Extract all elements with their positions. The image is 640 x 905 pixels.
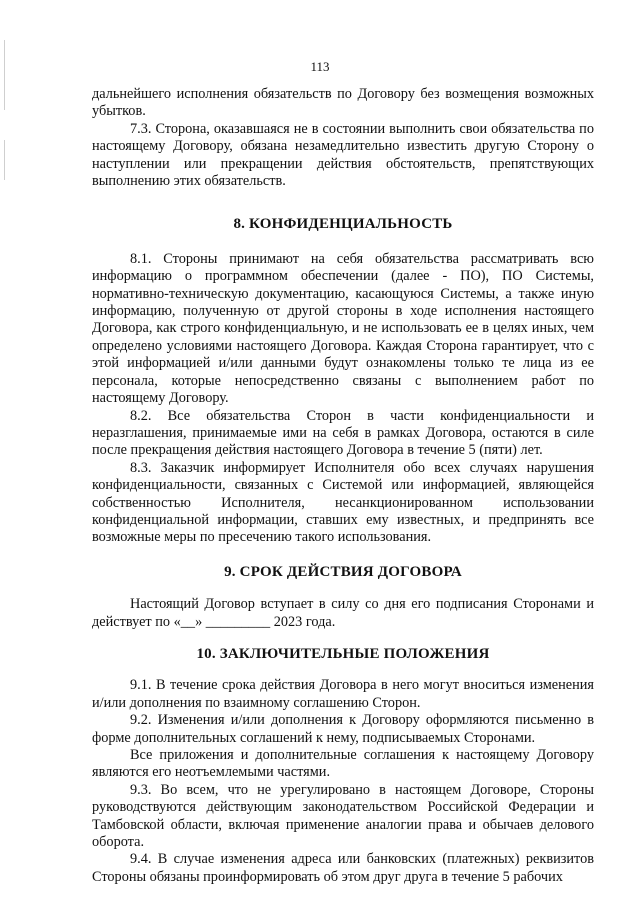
scan-mark bbox=[4, 40, 5, 110]
paragraph: 9.4. В случае изменения адреса или банковских (платежных) реквизитов Стороны обязаны проинформировать об этом друг друга в течение 5 рабочих bbox=[92, 851, 594, 885]
section-heading: 8. КОНФИДЕНЦИАЛЬНОСТЬ bbox=[233, 216, 453, 233]
scan-mark bbox=[4, 140, 5, 180]
paragraph: 8.2. Все обязательства Сторон в части конфиденциальности и неразглашения, принимаемые ими на себя в рамках Договора, остаются в силе после прекращения действия настоящего Договора в течение 5 (пяти) лет. bbox=[92, 407, 594, 459]
paragraph: Настоящий Договор вступает в силу со дня его подписания Сторонами и действует по «__» _________ 2023 года. bbox=[92, 596, 594, 630]
page-number: 113 bbox=[310, 59, 330, 74]
paragraph: 8.1. Стороны принимают на себя обязательства рассматривать всю информацию о программном обеспечении (далее - ПО), ПО Системы, нормативно-техническую документацию, касающуюся Системы, а также иную информацию, полученную от другой стороны в ходе исполнения настоящего Договора, как строго конфиденциальную, и не использовать ее в целях иных, чем определено условиями настоящего Договора. Каждая Сторона гарантирует, что с этой информацией и/или данными будут ознакомлены только те лица из ее персонала, которые непосредственно связаны с выполнением работ по настоящему Договору. bbox=[92, 250, 594, 407]
section-heading: 10. ЗАКЛЮЧИТЕЛЬНЫЕ ПОЛОЖЕНИЯ bbox=[196, 645, 490, 662]
paragraph: 9.3. Во всем, что не урегулировано в настоящем Договоре, Стороны руководствуются действующим законодательством Российской Федерации и Тамбовской области, включая применение аналогии права и обычаев делового оборота. bbox=[92, 781, 594, 851]
paragraph: 9.2. Изменения и/или дополнения к Договору оформляются письменно в форме дополнительных соглашений к нему, подписываемых Сторонами. bbox=[92, 712, 594, 746]
section-heading: 9. СРОК ДЕЙСТВИЯ ДОГОВОРА bbox=[224, 563, 462, 580]
paragraph: 8.3. Заказчик информирует Исполнителя обо всех случаях нарушения конфиденциальности, связанных с Системой или информацией, являющейся собственностью Исполнителя, несанкционированном использовании конфиденциальной информации, ставших ему известных, и предпринять все возможные меры по пресечению такого использования. bbox=[92, 459, 594, 546]
paragraph: 9.1. В течение срока действия Договора в него могут вноситься изменения и/или дополнения по взаимному соглашению Сторон. bbox=[92, 677, 594, 711]
paragraph: 7.3. Сторона, оказавшаяся не в состоянии выполнить свои обязательства по настоящему Договору, обязана незамедлительно известить другую Сторону о наступлении или прекращении действия обстоятельств, препятствующих выполнению этих обязательств. bbox=[92, 120, 594, 190]
paragraph: Все приложения и дополнительные соглашения к настоящему Договору являются его неотъемлемыми частями. bbox=[92, 747, 594, 781]
document-body bbox=[92, 86, 594, 886]
paragraph: дальнейшего исполнения обязательств по Договору без возмещения возможных убытков. bbox=[92, 86, 594, 120]
